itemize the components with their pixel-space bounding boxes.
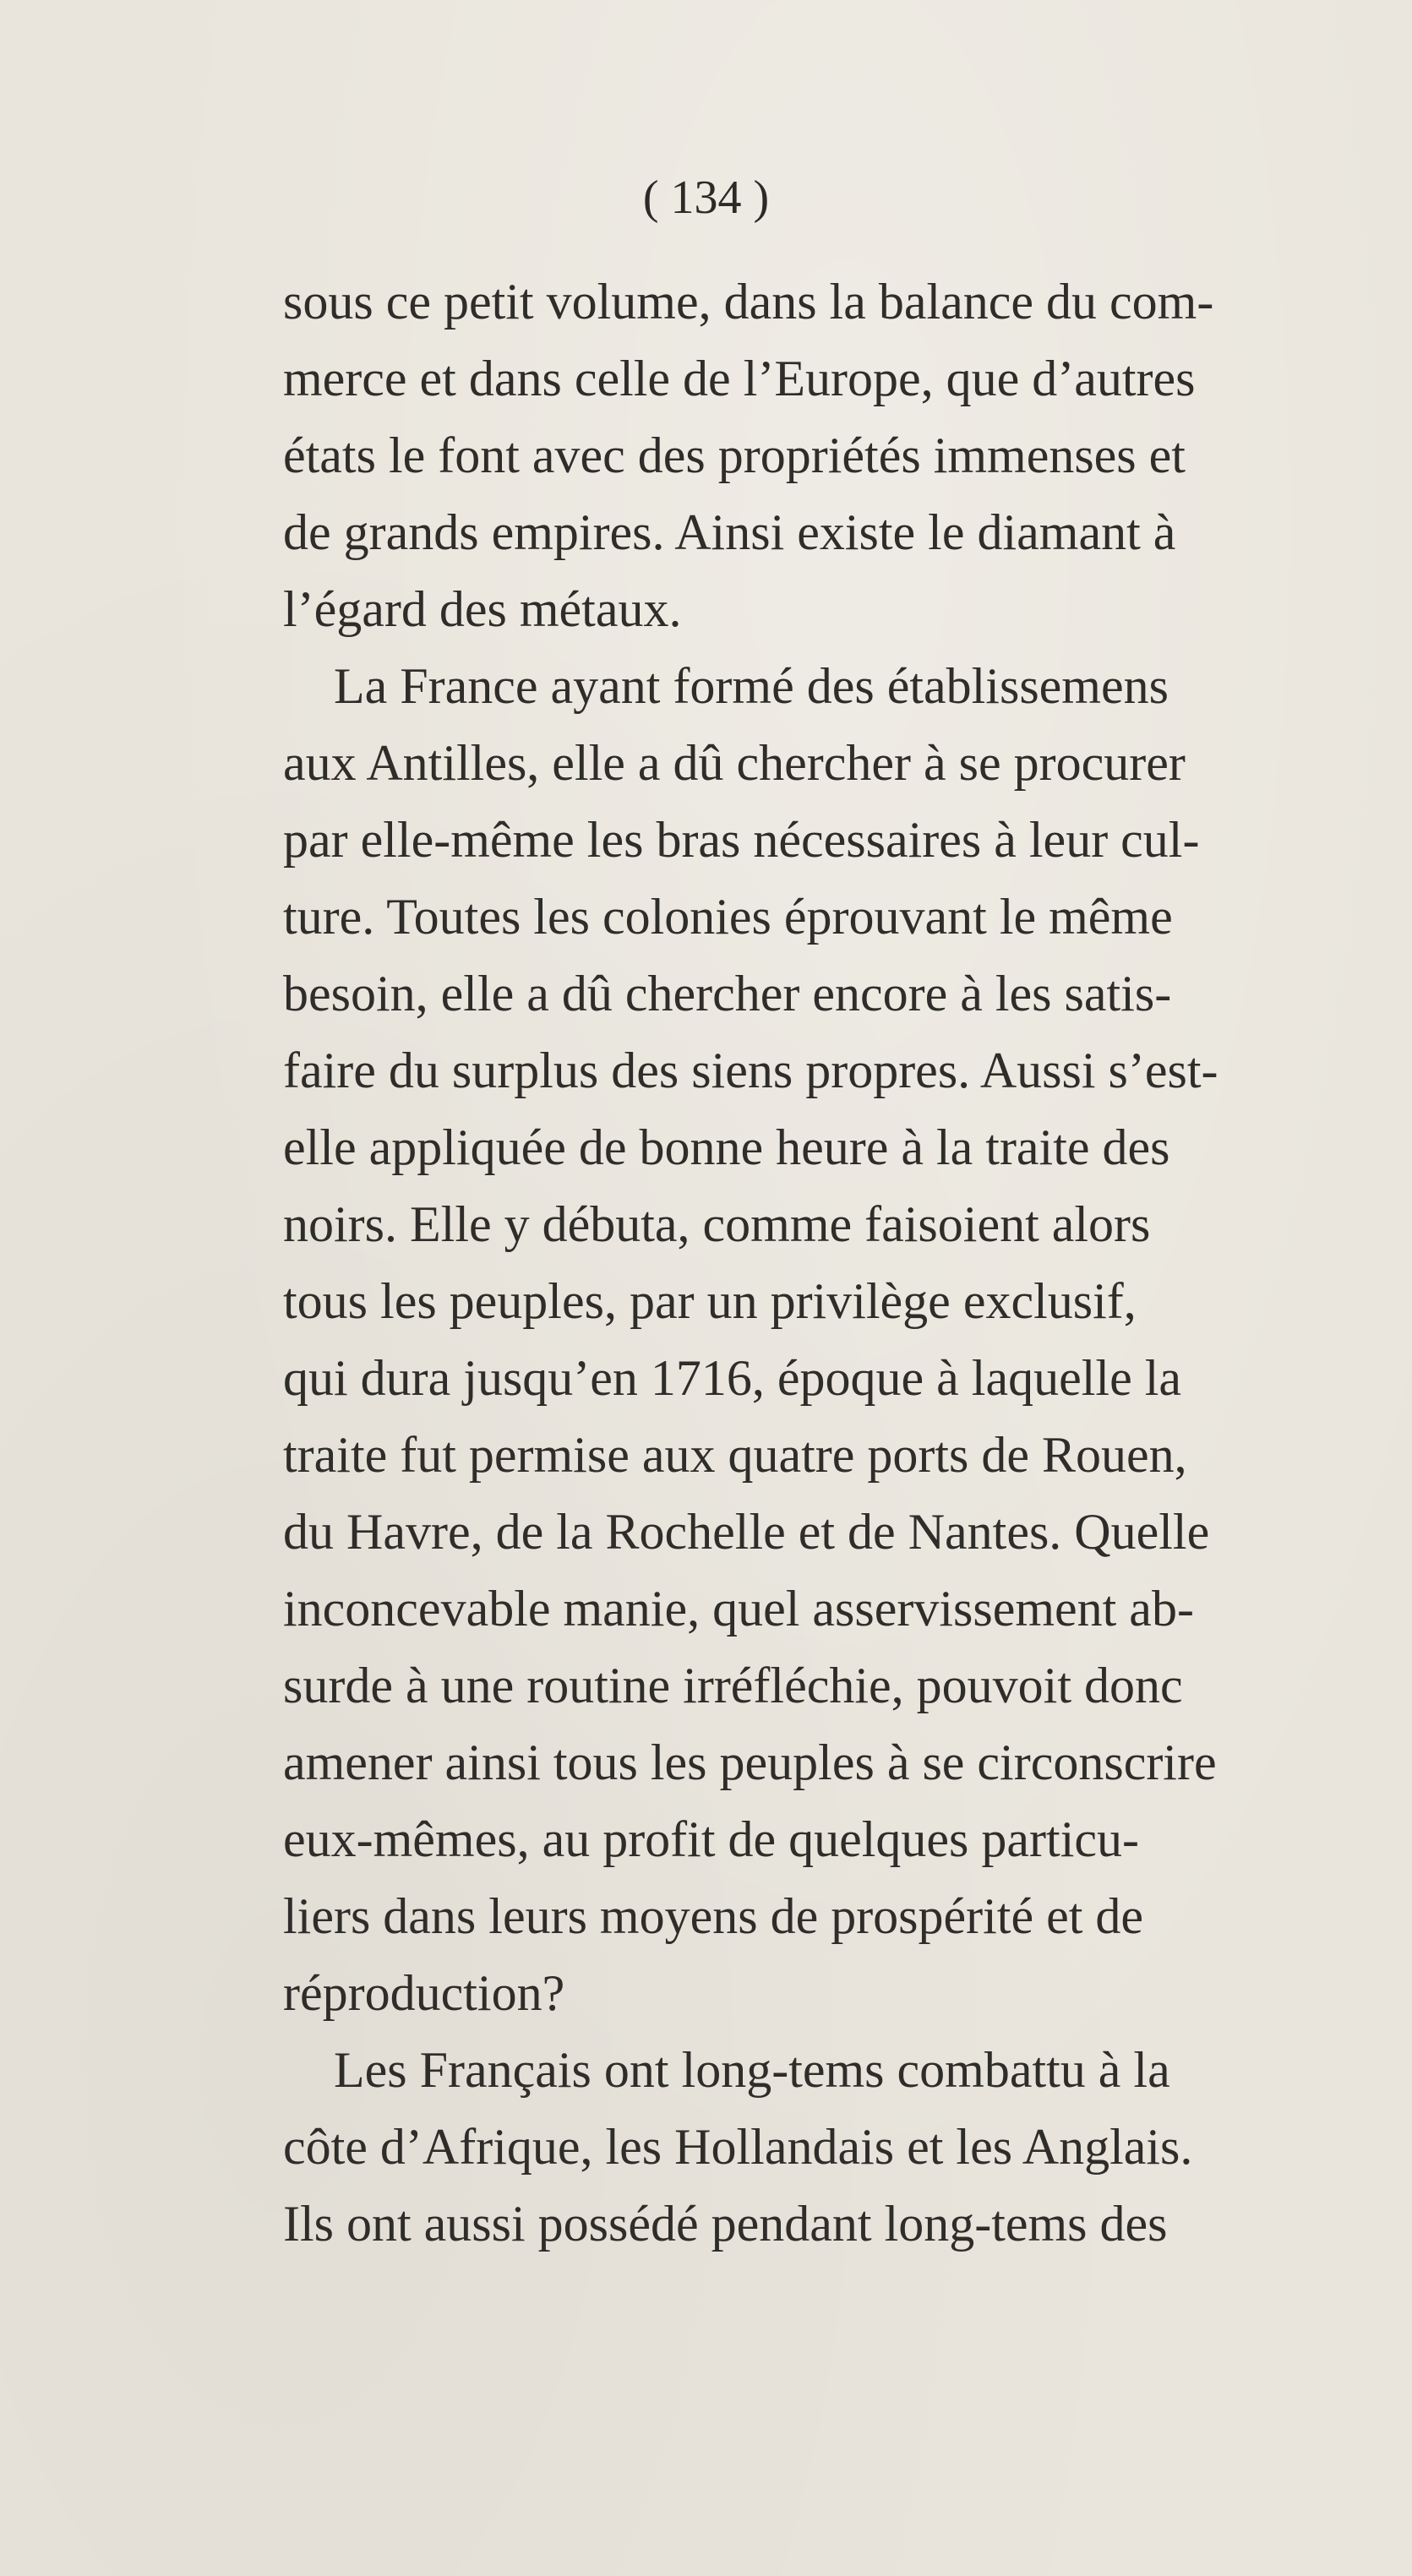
text-line: Ils ont aussi possédé pendant long-tems des — [283, 2196, 1168, 2252]
text-line: ture. Toutes les colonies éprouvant le même — [283, 889, 1173, 945]
text-line: états le font avec des propriétés immenses et — [283, 428, 1186, 483]
text-line: liers dans leurs moyens de prospérité et de — [283, 1888, 1144, 1944]
text-line: faire du surplus des siens propres. Aussi s’est- — [283, 1043, 1218, 1098]
text-line: besoin, elle a dû chercher encore à les satis- — [283, 966, 1172, 1021]
text-line: l’égard des métaux. — [283, 581, 682, 637]
text-line: eux-mêmes, au profit de quelques particu- — [283, 1811, 1139, 1867]
text-line: tous les peuples, par un privilège exclusif, — [283, 1273, 1137, 1329]
text-line: réproduction? — [283, 1965, 565, 2021]
text-line: noirs. Elle y débuta, comme faisoient alors — [283, 1196, 1151, 1252]
text-line: du Havre, de la Rochelle et de Nantes. Quelle — [283, 1504, 1210, 1560]
text-line: sous ce petit volume, dans la balance du com- — [283, 274, 1214, 329]
text-line: elle appliquée de bonne heure à la traite des — [283, 1119, 1170, 1175]
text-line: de grands empires. Ainsi existe le diamant à — [283, 504, 1176, 560]
text-line: par elle-même les bras nécessaires à leur cul- — [283, 812, 1200, 868]
text-line: aux Antilles, elle a dû chercher à se procurer — [283, 735, 1186, 791]
text-line: Les Français ont long-tems combattu à la — [334, 2042, 1170, 2098]
text-line: surde à une routine irréfléchie, pouvoit donc — [283, 1658, 1183, 1713]
text-line: inconcevable manie, quel asservissement ab- — [283, 1581, 1194, 1637]
text-line: traite fut permise aux quatre ports de Rouen, — [283, 1427, 1187, 1483]
text-line: La France ayant formé des établissemens — [334, 658, 1169, 714]
text-line: côte d’Afrique, les Hollandais et les Anglais. — [283, 2119, 1193, 2175]
page-number: ( 134 ) — [642, 172, 770, 224]
text-line: amener ainsi tous les peuples à se circonscrire — [283, 1735, 1217, 1790]
text-line: merce et dans celle de l’Europe, que d’autres — [283, 351, 1196, 406]
text-line: qui dura jusqu’en 1716, époque à laquelle la — [283, 1350, 1182, 1406]
